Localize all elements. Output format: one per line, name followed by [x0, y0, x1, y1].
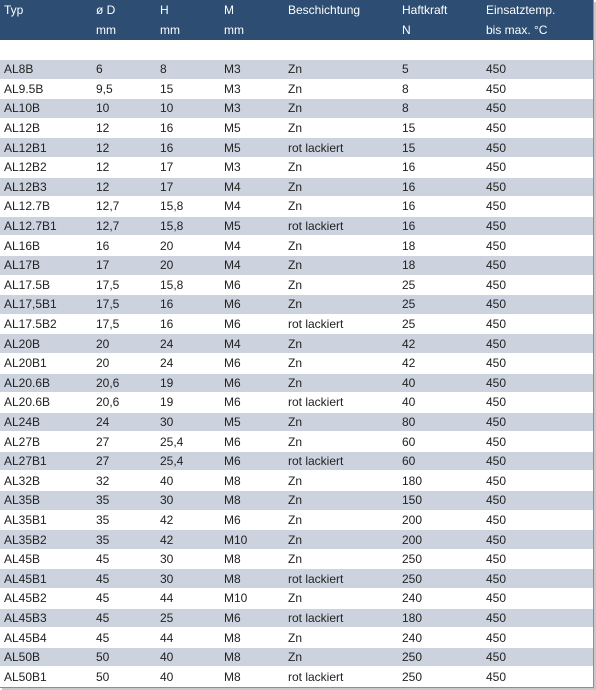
cell-thread: M6 [220, 373, 284, 393]
table-row [0, 99, 593, 119]
header-height: H [160, 3, 169, 17]
cell-coating: Zn [284, 589, 398, 609]
table-row [0, 353, 593, 373]
cell-diameter: 45 [92, 549, 156, 569]
cell-thread: M6 [220, 451, 284, 471]
unit-thread: mm [224, 23, 244, 37]
cell-max-temp: 450 [482, 647, 593, 667]
cell-typ: AL35B2 [0, 530, 92, 550]
unit-typ [0, 20, 92, 40]
cell-typ: AL17.5B2 [0, 314, 92, 334]
cell-thread: M6 [220, 608, 284, 628]
cell-coating: Zn [284, 412, 398, 432]
cell-typ: AL9.5B [0, 79, 92, 99]
cell-typ: AL12B1 [0, 138, 92, 158]
cell-typ: AL45B3 [0, 608, 92, 628]
cell-coating: Zn [284, 118, 398, 138]
cell-diameter: 12,7 [92, 216, 156, 236]
cell-holding-force: 25 [398, 295, 482, 315]
cell-thread: M8 [220, 569, 284, 589]
cell-holding-force: 25 [398, 275, 482, 295]
table-row [0, 451, 593, 471]
cell-thread: M10 [220, 589, 284, 609]
cell-thread: M8 [220, 491, 284, 511]
table-row [0, 549, 593, 569]
table-row [0, 157, 593, 177]
cell-typ: AL16B [0, 236, 92, 256]
table-row [0, 569, 593, 589]
table-row [0, 138, 593, 158]
cell-holding-force: 250 [398, 667, 482, 687]
table-row [0, 530, 593, 550]
cell-max-temp: 450 [482, 60, 593, 79]
cell-diameter: 27 [92, 432, 156, 452]
cell-thread: M5 [220, 412, 284, 432]
cell-height: 44 [156, 589, 220, 609]
cell-height: 8 [156, 60, 220, 79]
cell-thread: M4 [220, 334, 284, 354]
cell-coating: Zn [284, 295, 398, 315]
cell-height: 30 [156, 549, 220, 569]
cell-typ: AL35B1 [0, 510, 92, 530]
cell-diameter: 9,5 [92, 79, 156, 99]
cell-max-temp: 450 [482, 373, 593, 393]
cell-coating: Zn [284, 647, 398, 667]
cell-coating: Zn [284, 236, 398, 256]
cell-coating: Zn [284, 255, 398, 275]
cell-height: 16 [156, 118, 220, 138]
cell-holding-force: 200 [398, 510, 482, 530]
cell-height: 42 [156, 510, 220, 530]
cell-typ: AL8B [0, 60, 92, 79]
cell-height: 44 [156, 628, 220, 648]
cell-height: 10 [156, 99, 220, 119]
cell-height: 15,8 [156, 275, 220, 295]
cell-holding-force: 80 [398, 412, 482, 432]
cell-holding-force: 15 [398, 138, 482, 158]
table-row [0, 275, 593, 295]
cell-max-temp: 450 [482, 569, 593, 589]
table-row [0, 608, 593, 628]
cell-typ: AL12B3 [0, 177, 92, 197]
cell-holding-force: 250 [398, 647, 482, 667]
table-row [0, 432, 593, 452]
cell-coating: Zn [284, 79, 398, 99]
cell-max-temp: 450 [482, 530, 593, 550]
cell-max-temp: 450 [482, 589, 593, 609]
cell-height: 30 [156, 412, 220, 432]
cell-coating: Zn [284, 530, 398, 550]
cell-thread: M10 [220, 530, 284, 550]
cell-thread: M6 [220, 295, 284, 315]
cell-holding-force: 16 [398, 216, 482, 236]
cell-diameter: 17 [92, 255, 156, 275]
cell-height: 40 [156, 471, 220, 491]
cell-max-temp: 450 [482, 510, 593, 530]
cell-diameter: 17,5 [92, 275, 156, 295]
cell-diameter: 20,6 [92, 373, 156, 393]
cell-diameter: 17,5 [92, 295, 156, 315]
cell-thread: M3 [220, 99, 284, 119]
cell-max-temp: 450 [482, 236, 593, 256]
cell-coating: Zn [284, 60, 398, 79]
cell-holding-force: 18 [398, 236, 482, 256]
cell-typ: AL17.5B [0, 275, 92, 295]
cell-thread: M8 [220, 471, 284, 491]
cell-height: 15,8 [156, 216, 220, 236]
cell-diameter: 50 [92, 667, 156, 687]
cell-height: 30 [156, 569, 220, 589]
cell-max-temp: 450 [482, 255, 593, 275]
cell-max-temp: 450 [482, 216, 593, 236]
cell-diameter: 24 [92, 412, 156, 432]
cell-thread: M4 [220, 177, 284, 197]
cell-thread: M6 [220, 510, 284, 530]
cell-coating: Zn [284, 432, 398, 452]
cell-thread: M4 [220, 197, 284, 217]
cell-diameter: 20 [92, 334, 156, 354]
cell-coating: rot lackiert [284, 138, 398, 158]
cell-diameter: 20,6 [92, 393, 156, 413]
cell-typ: AL35B [0, 491, 92, 511]
cell-typ: AL17,5B1 [0, 295, 92, 315]
cell-max-temp: 450 [482, 608, 593, 628]
cell-thread: M3 [220, 60, 284, 79]
table-row [0, 373, 593, 393]
cell-diameter: 6 [92, 60, 156, 79]
cell-typ: AL24B [0, 412, 92, 432]
cell-height: 40 [156, 667, 220, 687]
cell-thread: M6 [220, 314, 284, 334]
cell-max-temp: 450 [482, 412, 593, 432]
cell-holding-force: 40 [398, 393, 482, 413]
cell-thread: M4 [220, 236, 284, 256]
cell-typ: AL45B4 [0, 628, 92, 648]
table-row [0, 177, 593, 197]
cell-diameter: 45 [92, 589, 156, 609]
cell-holding-force: 240 [398, 589, 482, 609]
cell-coating: Zn [284, 275, 398, 295]
cell-typ: AL10B [0, 99, 92, 119]
cell-max-temp: 450 [482, 353, 593, 373]
cell-max-temp: 450 [482, 79, 593, 99]
table-row [0, 589, 593, 609]
cell-thread: M5 [220, 138, 284, 158]
unit-max-temp: bis max. °C [486, 23, 548, 37]
cell-height: 19 [156, 373, 220, 393]
unit-height: mm [160, 23, 180, 37]
cell-holding-force: 16 [398, 197, 482, 217]
table-row [0, 216, 593, 236]
cell-holding-force: 240 [398, 628, 482, 648]
cell-holding-force: 15 [398, 118, 482, 138]
cell-height: 20 [156, 236, 220, 256]
cell-diameter: 35 [92, 491, 156, 511]
cell-height: 16 [156, 295, 220, 315]
cell-height: 20 [156, 255, 220, 275]
unit-coating [284, 20, 398, 40]
cell-height: 16 [156, 314, 220, 334]
cell-typ: AL27B [0, 432, 92, 452]
cell-max-temp: 450 [482, 667, 593, 687]
header-row-units [0, 20, 593, 40]
cell-height: 25 [156, 608, 220, 628]
cell-max-temp: 450 [482, 628, 593, 648]
cell-thread: M6 [220, 432, 284, 452]
cell-thread: M8 [220, 628, 284, 648]
cell-typ: AL17B [0, 255, 92, 275]
cell-max-temp: 450 [482, 295, 593, 315]
cell-height: 17 [156, 177, 220, 197]
cell-typ: AL12B [0, 118, 92, 138]
cell-holding-force: 8 [398, 79, 482, 99]
cell-max-temp: 450 [482, 314, 593, 334]
cell-diameter: 17,5 [92, 314, 156, 334]
cell-height: 25,4 [156, 451, 220, 471]
cell-max-temp: 450 [482, 177, 593, 197]
cell-max-temp: 450 [482, 275, 593, 295]
header-max-temp: Einsatztemp. [486, 3, 556, 17]
cell-height: 25,4 [156, 432, 220, 452]
table-row [0, 491, 593, 511]
cell-thread: M5 [220, 118, 284, 138]
table-row [0, 79, 593, 99]
table-row [0, 510, 593, 530]
cell-max-temp: 450 [482, 432, 593, 452]
table-row [0, 667, 593, 687]
cell-coating: Zn [284, 373, 398, 393]
table-row [0, 393, 593, 413]
cell-coating: Zn [284, 99, 398, 119]
cell-coating: Zn [284, 510, 398, 530]
cell-holding-force: 250 [398, 549, 482, 569]
cell-typ: AL20B [0, 334, 92, 354]
cell-max-temp: 450 [482, 138, 593, 158]
cell-diameter: 16 [92, 236, 156, 256]
cell-holding-force: 16 [398, 157, 482, 177]
cell-diameter: 20 [92, 353, 156, 373]
cell-holding-force: 180 [398, 608, 482, 628]
cell-holding-force: 18 [398, 255, 482, 275]
cell-diameter: 12,7 [92, 197, 156, 217]
cell-thread: M6 [220, 353, 284, 373]
cell-coating: rot lackiert [284, 216, 398, 236]
cell-typ: AL20B1 [0, 353, 92, 373]
cell-height: 24 [156, 334, 220, 354]
table-row [0, 314, 593, 334]
cell-thread: M8 [220, 647, 284, 667]
cell-height: 16 [156, 138, 220, 158]
cell-typ: AL20.6B [0, 373, 92, 393]
header-thread: M [224, 3, 234, 17]
cell-max-temp: 450 [482, 549, 593, 569]
cell-thread: M8 [220, 549, 284, 569]
cell-diameter: 10 [92, 99, 156, 119]
cell-thread: M8 [220, 667, 284, 687]
cell-coating: Zn [284, 197, 398, 217]
cell-height: 42 [156, 530, 220, 550]
table-row [0, 255, 593, 275]
cell-coating: rot lackiert [284, 667, 398, 687]
cell-holding-force: 42 [398, 334, 482, 354]
table-row [0, 60, 593, 79]
cell-thread: M5 [220, 216, 284, 236]
cell-thread: M3 [220, 79, 284, 99]
cell-diameter: 32 [92, 471, 156, 491]
cell-max-temp: 450 [482, 451, 593, 471]
table-row [0, 628, 593, 648]
cell-typ: AL50B1 [0, 667, 92, 687]
cell-coating: Zn [284, 471, 398, 491]
cell-thread: M6 [220, 393, 284, 413]
cell-holding-force: 5 [398, 60, 482, 79]
header-spacer [0, 40, 593, 60]
header-typ: Typ [4, 3, 24, 17]
cell-coating: Zn [284, 549, 398, 569]
table-row [0, 647, 593, 667]
table-header [0, 0, 593, 40]
cell-typ: AL27B1 [0, 451, 92, 471]
cell-thread: M6 [220, 275, 284, 295]
cell-max-temp: 450 [482, 491, 593, 511]
cell-holding-force: 200 [398, 530, 482, 550]
cell-thread: M3 [220, 157, 284, 177]
table-row [0, 412, 593, 432]
cell-coating: Zn [284, 334, 398, 354]
cell-diameter: 45 [92, 628, 156, 648]
cell-holding-force: 150 [398, 491, 482, 511]
table-row [0, 236, 593, 256]
cell-coating: rot lackiert [284, 451, 398, 471]
cell-diameter: 12 [92, 177, 156, 197]
cell-holding-force: 250 [398, 569, 482, 589]
cell-height: 17 [156, 157, 220, 177]
cell-holding-force: 60 [398, 432, 482, 452]
cell-max-temp: 450 [482, 157, 593, 177]
cell-height: 24 [156, 353, 220, 373]
cell-coating: Zn [284, 157, 398, 177]
cell-diameter: 27 [92, 451, 156, 471]
cell-coating: Zn [284, 628, 398, 648]
cell-diameter: 35 [92, 510, 156, 530]
cell-diameter: 12 [92, 138, 156, 158]
cell-height: 30 [156, 491, 220, 511]
cell-typ: AL20.6B [0, 393, 92, 413]
unit-diameter: mm [96, 23, 116, 37]
cell-typ: AL45B [0, 549, 92, 569]
cell-holding-force: 40 [398, 373, 482, 393]
cell-diameter: 12 [92, 157, 156, 177]
table-row [0, 471, 593, 491]
cell-height: 15,8 [156, 197, 220, 217]
cell-diameter: 45 [92, 569, 156, 589]
cell-max-temp: 450 [482, 334, 593, 354]
cell-coating: rot lackiert [284, 608, 398, 628]
cell-typ: AL12.7B [0, 197, 92, 217]
cell-diameter: 45 [92, 608, 156, 628]
cell-typ: AL32B [0, 471, 92, 491]
cell-holding-force: 16 [398, 177, 482, 197]
cell-max-temp: 450 [482, 471, 593, 491]
table-row [0, 118, 593, 138]
cell-coating: rot lackiert [284, 569, 398, 589]
cell-typ: AL12B2 [0, 157, 92, 177]
cell-coating: rot lackiert [284, 393, 398, 413]
cell-typ: AL50B [0, 647, 92, 667]
cell-typ: AL45B1 [0, 569, 92, 589]
unit-holding-force: N [402, 23, 411, 37]
cell-holding-force: 60 [398, 451, 482, 471]
cell-coating: rot lackiert [284, 314, 398, 334]
cell-diameter: 12 [92, 118, 156, 138]
cell-max-temp: 450 [482, 99, 593, 119]
cell-holding-force: 180 [398, 471, 482, 491]
cell-height: 19 [156, 393, 220, 413]
cell-thread: M4 [220, 255, 284, 275]
cell-holding-force: 42 [398, 353, 482, 373]
cell-typ: AL45B2 [0, 589, 92, 609]
table-row [0, 334, 593, 354]
cell-typ: AL12.7B1 [0, 216, 92, 236]
cell-diameter: 50 [92, 647, 156, 667]
header-holding-force: Haftkraft [402, 3, 448, 17]
table-body [0, 40, 593, 687]
header-row-labels [0, 0, 593, 20]
cell-height: 15 [156, 79, 220, 99]
cell-coating: Zn [284, 177, 398, 197]
header-coating: Beschichtung [288, 3, 361, 17]
cell-max-temp: 450 [482, 393, 593, 413]
cell-holding-force: 8 [398, 99, 482, 119]
table-row [0, 295, 593, 315]
cell-holding-force: 25 [398, 314, 482, 334]
table-row [0, 197, 593, 217]
cell-coating: Zn [284, 353, 398, 373]
cell-coating: Zn [284, 491, 398, 511]
cell-diameter: 35 [92, 530, 156, 550]
cell-max-temp: 450 [482, 197, 593, 217]
cell-max-temp: 450 [482, 118, 593, 138]
cell-height: 40 [156, 647, 220, 667]
header-diameter: ø D [96, 3, 116, 17]
